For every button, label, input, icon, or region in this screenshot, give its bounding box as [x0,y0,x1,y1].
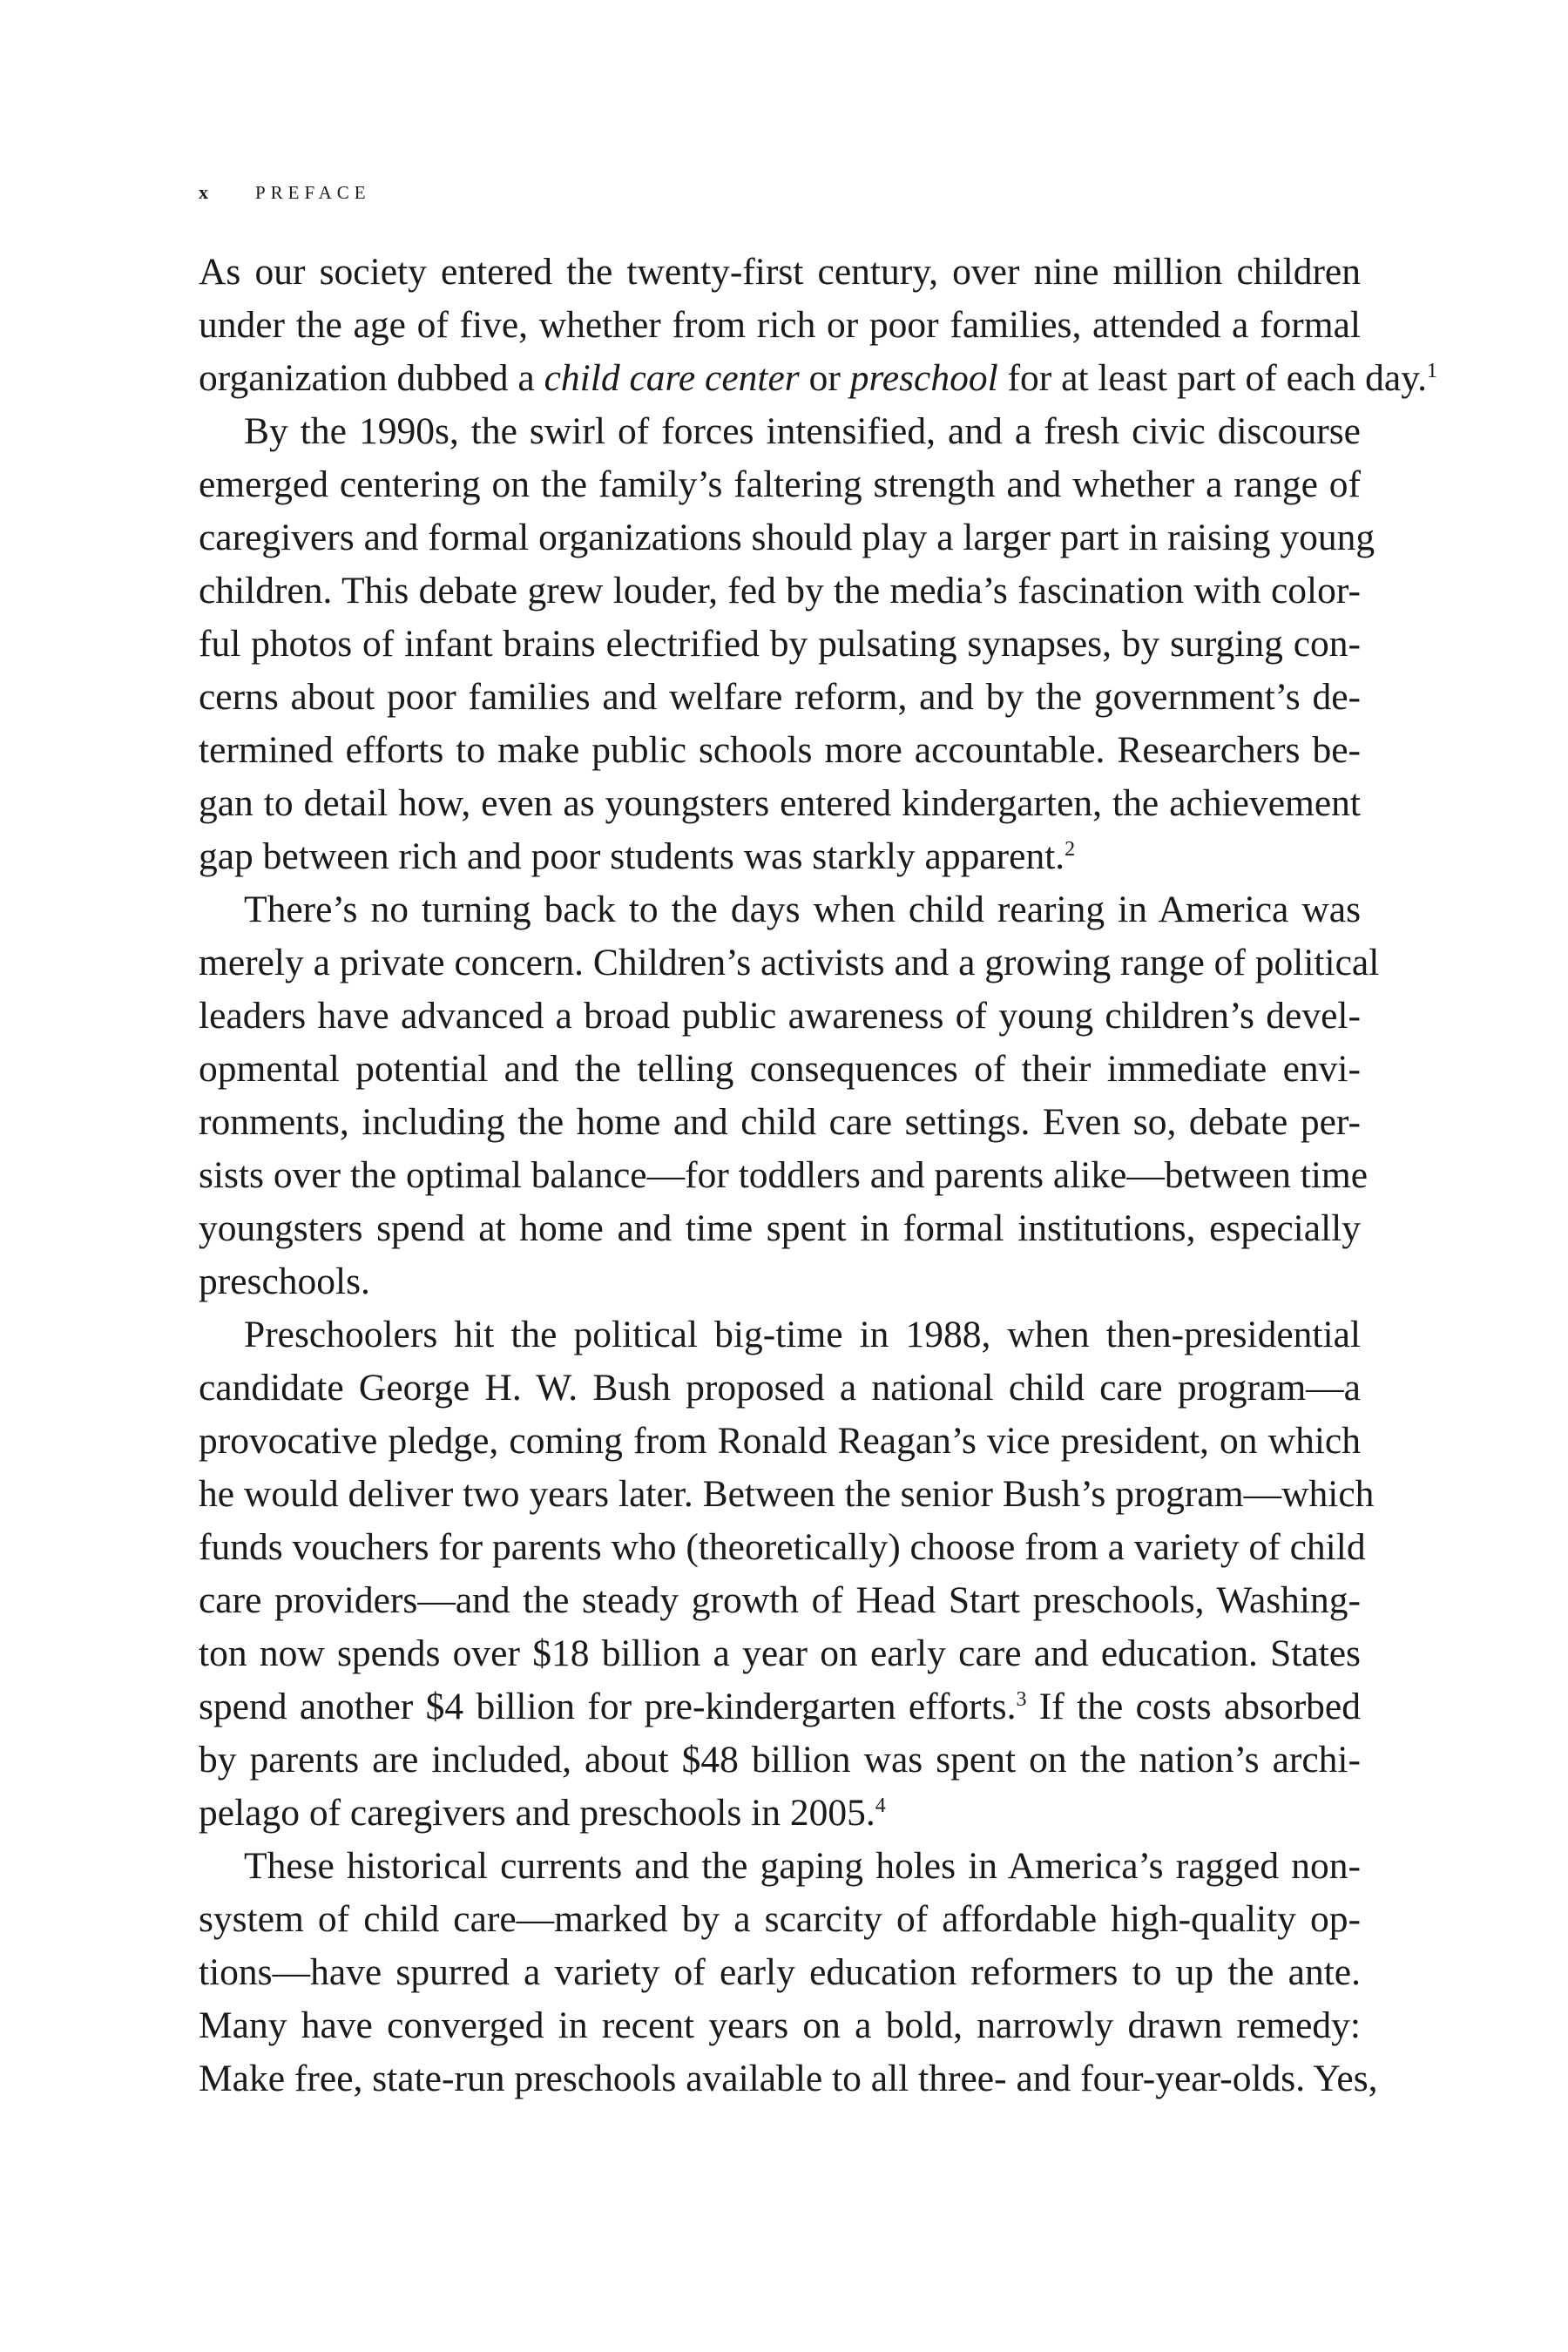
line-text: As our society entered the twenty-first century, over nine million children [199,251,1361,293]
running-head [199,179,371,206]
line-text: caregivers and formal organizations should play a larger part in raising young [199,517,1375,558]
page-number: x [199,181,208,203]
italic-term: preschool [849,357,998,399]
line-text: Make free, state-run preschools available to all three- and four-year-olds. Yes, [199,2058,1378,2099]
line-text: termined efforts to make public schools more accountable. Researchers be- [199,729,1361,771]
line-text: opmental potential and the telling consequences of their immediate envi- [199,1048,1361,1090]
text-line [199,1999,1361,2052]
line-text: spend another $4 billion for pre-kindergarten efforts. [199,1686,1017,1727]
text-line [199,1043,1361,1096]
line-text: Preschoolers hit the political big-time in 1988, when then-presidential [244,1314,1361,1355]
line-text: ronments, including the home and child care settings. Even so, debate per- [199,1101,1361,1143]
text-line [199,1627,1361,1680]
line-text: preschools. [199,1260,370,1302]
text-line [199,1308,1361,1362]
text-line [199,777,1361,830]
text-line [199,299,1361,352]
text-line [199,990,1361,1043]
line-text: funds vouchers for parents who (theoretically) choose from a variety of child [199,1526,1366,1568]
line-text: tions—have spurred a variety of early education reformers to up the ante. [199,1951,1361,1993]
line-text: under the age of five, whether from rich or poor families, attended a formal [199,304,1361,346]
line-text: care providers—and the steady growth of Head Start preschools, Washing- [199,1579,1361,1621]
text-line [199,1680,1361,1734]
text-line [199,1574,1361,1627]
text-line [199,1840,1361,1893]
line-text: These historical currents and the gaping holes in America’s ragged non- [244,1845,1361,1887]
text-line [199,352,1438,405]
footnote-marker[interactable]: 4 [875,1794,886,1817]
text-line [199,1787,1361,1840]
line-text: organization dubbed a [199,357,544,399]
text-line [199,246,1361,299]
text-line [199,936,1380,990]
running-head-title: PREFACE [255,181,371,203]
line-text: ful photos of infant brains electrified by pulsating synapses, by surging con- [199,623,1361,665]
line-text: merely a private concern. Children’s activists and a growing range of political [199,942,1380,983]
body-text [199,246,1438,2105]
line-text: leaders have advanced a broad public awareness of young children’s devel- [199,995,1361,1037]
text-line [199,405,1361,458]
footnote-marker[interactable]: 2 [1064,838,1076,861]
line-text: gap between rich and poor students was starkly apparent. [199,835,1065,877]
line-text: pelago of caregivers and preschools in 2005. [199,1792,875,1834]
text-line [199,1362,1361,1415]
line-text: gan to detail how, even as youngsters entered kindergarten, the achievement [199,782,1361,824]
text-line [199,883,1361,936]
text-line [199,564,1361,618]
text-line [199,1521,1366,1574]
line-text: cerns about poor families and welfare reform, and by the government’s de- [199,676,1361,718]
line-text: sists over the optimal balance—for toddlers and parents alike—between time [199,1154,1369,1196]
line-text: There’s no turning back to the days when child rearing in America was [244,889,1361,930]
line-text: provocative pledge, coming from Ronald Reagan’s vice president, on which [199,1420,1361,1462]
line-text: candidate George H. W. Bush proposed a national child care program—a [199,1367,1361,1409]
line-text: by parents are included, about $48 billion was spent on the nation’s archi- [199,1739,1361,1781]
text-line [199,1415,1361,1468]
text-line [199,458,1361,511]
line-text: he would deliver two years later. Between the senior Bush’s program—which [199,1473,1375,1515]
text-line [199,2052,1378,2105]
line-text: system of child care—marked by a scarcity of affordable high-quality op- [199,1898,1361,1940]
line-text: ton now spends over $18 billion a year on early care and education. States [199,1632,1361,1674]
line-text: If the costs absorbed [1026,1686,1361,1727]
italic-term: child care center [544,357,800,399]
text-line [199,511,1375,564]
line-text: for at least part of each day. [997,357,1428,399]
text-line [199,724,1361,777]
text-line [199,618,1361,671]
text-line [199,1149,1369,1202]
text-line [199,1734,1361,1787]
footnote-marker[interactable]: 1 [1427,360,1438,382]
text-line [199,1255,1361,1308]
footnote-marker[interactable]: 3 [1016,1688,1027,1711]
line-text: children. This debate grew louder, fed by the media’s fascination with color- [199,570,1361,612]
text-line [199,830,1361,883]
text-line [199,1946,1361,1999]
text-line [199,1468,1375,1521]
line-text: or [799,357,850,399]
line-text: emerged centering on the family’s faltering strength and whether a range of [199,463,1361,505]
text-line [199,1893,1361,1946]
text-line [199,671,1361,724]
text-line [199,1202,1361,1255]
line-text: Many have converged in recent years on a bold, narrowly drawn remedy: [199,2004,1361,2046]
line-text: By the 1990s, the swirl of forces intensified, and a fresh civic discourse [244,410,1361,452]
text-line [199,1096,1361,1149]
line-text: youngsters spend at home and time spent in formal institutions, especially [199,1207,1361,1249]
